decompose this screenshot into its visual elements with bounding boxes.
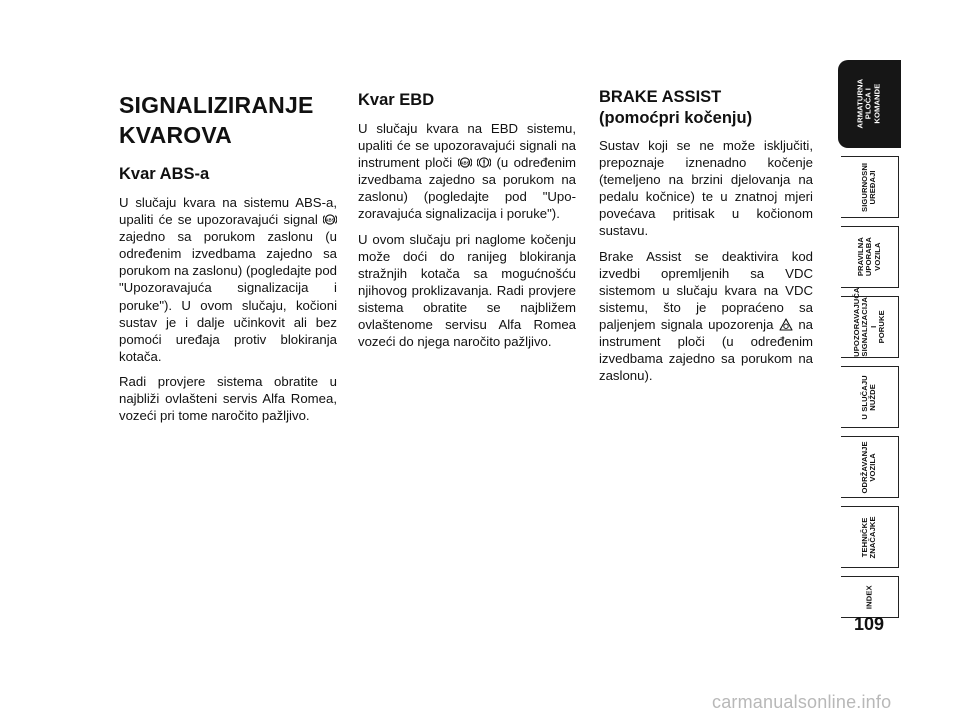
brake-assist-vdc-paragraph: Brake Assist se deaktivira kod izvedbi opremljenih sa VDC sistemom u slučaju kvara na VDC sistemu, što je popraćeno sa paljenjem signala upozorenja na instrument ploči (u određenim izvedbama zajedno sa porukom na zaslonu). <box>599 248 813 384</box>
tab-u-slucaju-nuzde[interactable]: U SLUČAJU NUŽDE <box>841 366 899 428</box>
abs-fault-paragraph: U slučaju kvara na sistemu ABS-a, upaliti će se upozoravajući signal ABS zajedno sa porukom zaslonu (u određenim izvedbama zajedno sa porukom na zaslonu) (pogledajte pod "Upozoravajuća signalizacija i poruke"). U ovom slučaju, kočioni sustav je i dalje učinkovit ali bez pomoći uređaja protiv blokiranja kotača. <box>119 195 337 364</box>
brake-assist-heading: BRAKE ASSIST (pomoćpri kočenju) <box>599 88 753 127</box>
tab-tehnicke-znacajke[interactable]: TEHNIČKE ZNAČAJKE <box>841 506 899 568</box>
page-number: 109 <box>853 614 885 634</box>
abs-service-paragraph: Radi provjere sistema obratite u najbliži ovlašteni servis Alfa Romea, vozeći pri tome naročito pažljivo. <box>119 373 337 424</box>
column-abs <box>119 88 337 432</box>
watermark: carmanualsonline.info <box>712 692 892 712</box>
ebd-fault-paragraph: U slučaju kvara na EBD sistemu, upaliti će se upozoravajući signali na instrument ploči ABS (u određenim izvedbama zajedno sa porukom na zaslonu) (pogledajte pod "Upo-zoravajuća signalizacija i poruke"). <box>358 121 576 222</box>
tab-odrzavanje-vozila[interactable]: ODRŽAVANJE VOZILA <box>841 436 899 498</box>
tab-upozoravajuca-signalizacija[interactable]: UPOZORAVAJUĆA SIGNALIZACIJA I PORUKE <box>841 296 899 358</box>
abs-warning-icon <box>323 213 337 226</box>
tab-sigurnosni-uredaji[interactable]: SIGURNOSNI UREĐAJI <box>841 156 899 218</box>
chapter-tabs <box>838 60 900 620</box>
tab-pravilna-uporaba[interactable]: PRAVILNA UPORABA VOZILA <box>841 226 899 288</box>
tab-armaturna-ploca[interactable]: ARMATURNA PLOČA I KOMANDE <box>838 60 901 148</box>
vdc-warning-icon <box>779 318 793 331</box>
section-title: SIGNALIZIRANJE KVAROVA <box>119 92 314 148</box>
svg-text:ABS: ABS <box>325 217 335 223</box>
abs-warning-icon <box>458 156 472 169</box>
column-ebd <box>358 88 576 358</box>
abs-fault-heading: Kvar ABS-a <box>119 165 210 183</box>
brake-warning-icon <box>477 156 491 169</box>
tab-index[interactable]: INDEX <box>841 576 899 618</box>
svg-text:ABS: ABS <box>459 160 470 166</box>
ebd-fault-heading: Kvar EBD <box>358 91 435 109</box>
column-brake-assist <box>599 88 813 392</box>
brake-assist-paragraph: Sustav koji se ne može isključiti, prepoznaje iznenadno kočenje (temeljeno na brzini djelovanja na pedalu kočnice) te u znatnoj mjeri povećava pritisak u kočionom sustavu. <box>599 138 813 239</box>
ebd-service-paragraph: U ovom slučaju pri naglome kočenju može doći do ranijeg blokiranja stražnjih kotača sa mogućnošću njihovog proklizavanja. Radi provjere sistema obratite se najbližem ovlaštenome servisu Alfa Romea vozeći do njega naročito pažljivo. <box>358 231 576 350</box>
